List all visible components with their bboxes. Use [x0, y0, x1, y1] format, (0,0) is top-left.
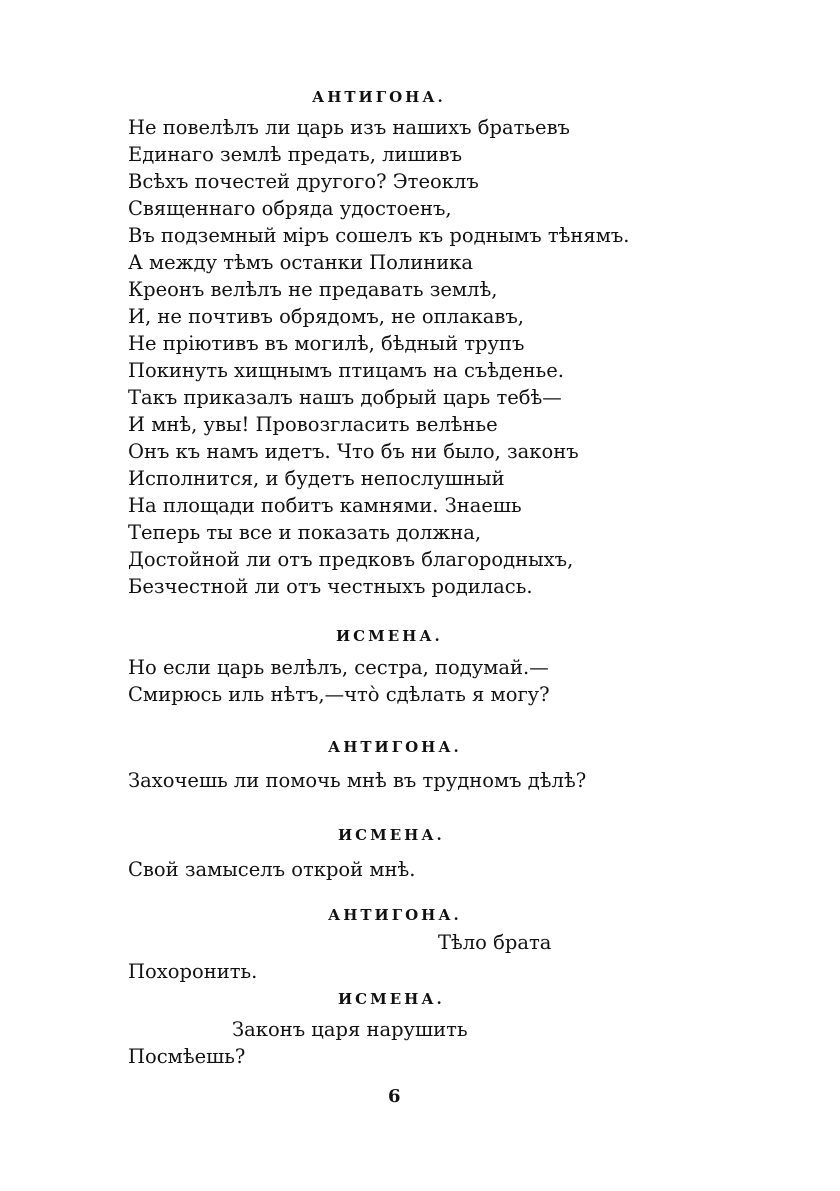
verse-line: И мнѣ, увы! Провозгласить велѣнье	[128, 413, 498, 436]
verse-line: Покинуть хищнымъ птицамъ на съѣденье.	[128, 359, 564, 382]
verse-line: Свой замыселъ открой мнѣ.	[128, 858, 416, 881]
verse-line: Смирюсь иль нѣтъ,—что̀ сдѣлать я могу?	[128, 683, 550, 706]
verse-line: Но если царь велѣлъ, сестра, подумай.—	[128, 656, 549, 679]
verse-line: Похоронить.	[128, 960, 258, 983]
speaker-heading: АНТИГОНА.	[328, 906, 462, 924]
verse-line: Онъ къ намъ идетъ. Что бъ ни было, законъ	[128, 440, 579, 463]
verse-line: Достойной ли отъ предковъ благородныхъ,	[128, 548, 574, 571]
speaker-heading: ИСМЕНА.	[338, 826, 445, 844]
verse-line: Захочешь ли помочь мнѣ въ трудномъ дѣлѣ?	[128, 769, 587, 792]
verse-line: Священнаго обряда удостоенъ,	[128, 197, 452, 220]
verse-line: Единаго землѣ предать, лишивъ	[128, 143, 463, 166]
verse-line: Въ подземный міръ сошелъ къ роднымъ тѣнямъ.	[128, 224, 630, 247]
verse-line: Всѣхъ почестей другого? Этеоклъ	[128, 170, 479, 193]
verse-line: Креонъ велѣлъ не предавать землѣ,	[128, 278, 498, 301]
verse-line: Такъ приказалъ нашъ добрый царь тебѣ—	[128, 386, 562, 409]
verse-line: А между тѣмъ останки Полиника	[128, 251, 474, 274]
verse-line: На площади побитъ камнями. Знаешь	[128, 494, 522, 517]
page-number: 6	[388, 1086, 401, 1107]
verse-line: Посмѣешь?	[128, 1045, 246, 1068]
verse-line: И, не почтивъ обрядомъ, не оплакавъ,	[128, 305, 524, 328]
speaker-heading: ИСМЕНА.	[338, 990, 445, 1008]
verse-line: Теперь ты все и показать должна,	[128, 521, 482, 544]
speaker-heading: АНТИГОНА.	[312, 88, 446, 106]
verse-line: Законъ царя нарушить	[232, 1018, 468, 1041]
verse-line: Не повелѣлъ ли царь изъ нашихъ братьевъ	[128, 116, 570, 139]
verse-line: Безчестной ли отъ честныхъ родилась.	[128, 575, 533, 598]
speaker-heading: ИСМЕНА.	[336, 627, 443, 645]
speaker-heading: АНТИГОНА.	[328, 738, 462, 756]
verse-line: Исполнится, и будетъ непослушный	[128, 467, 505, 490]
verse-line: Тѣло брата	[438, 931, 552, 954]
verse-line: Не пріютивъ въ могилѣ, бѣдный трупъ	[128, 332, 525, 355]
